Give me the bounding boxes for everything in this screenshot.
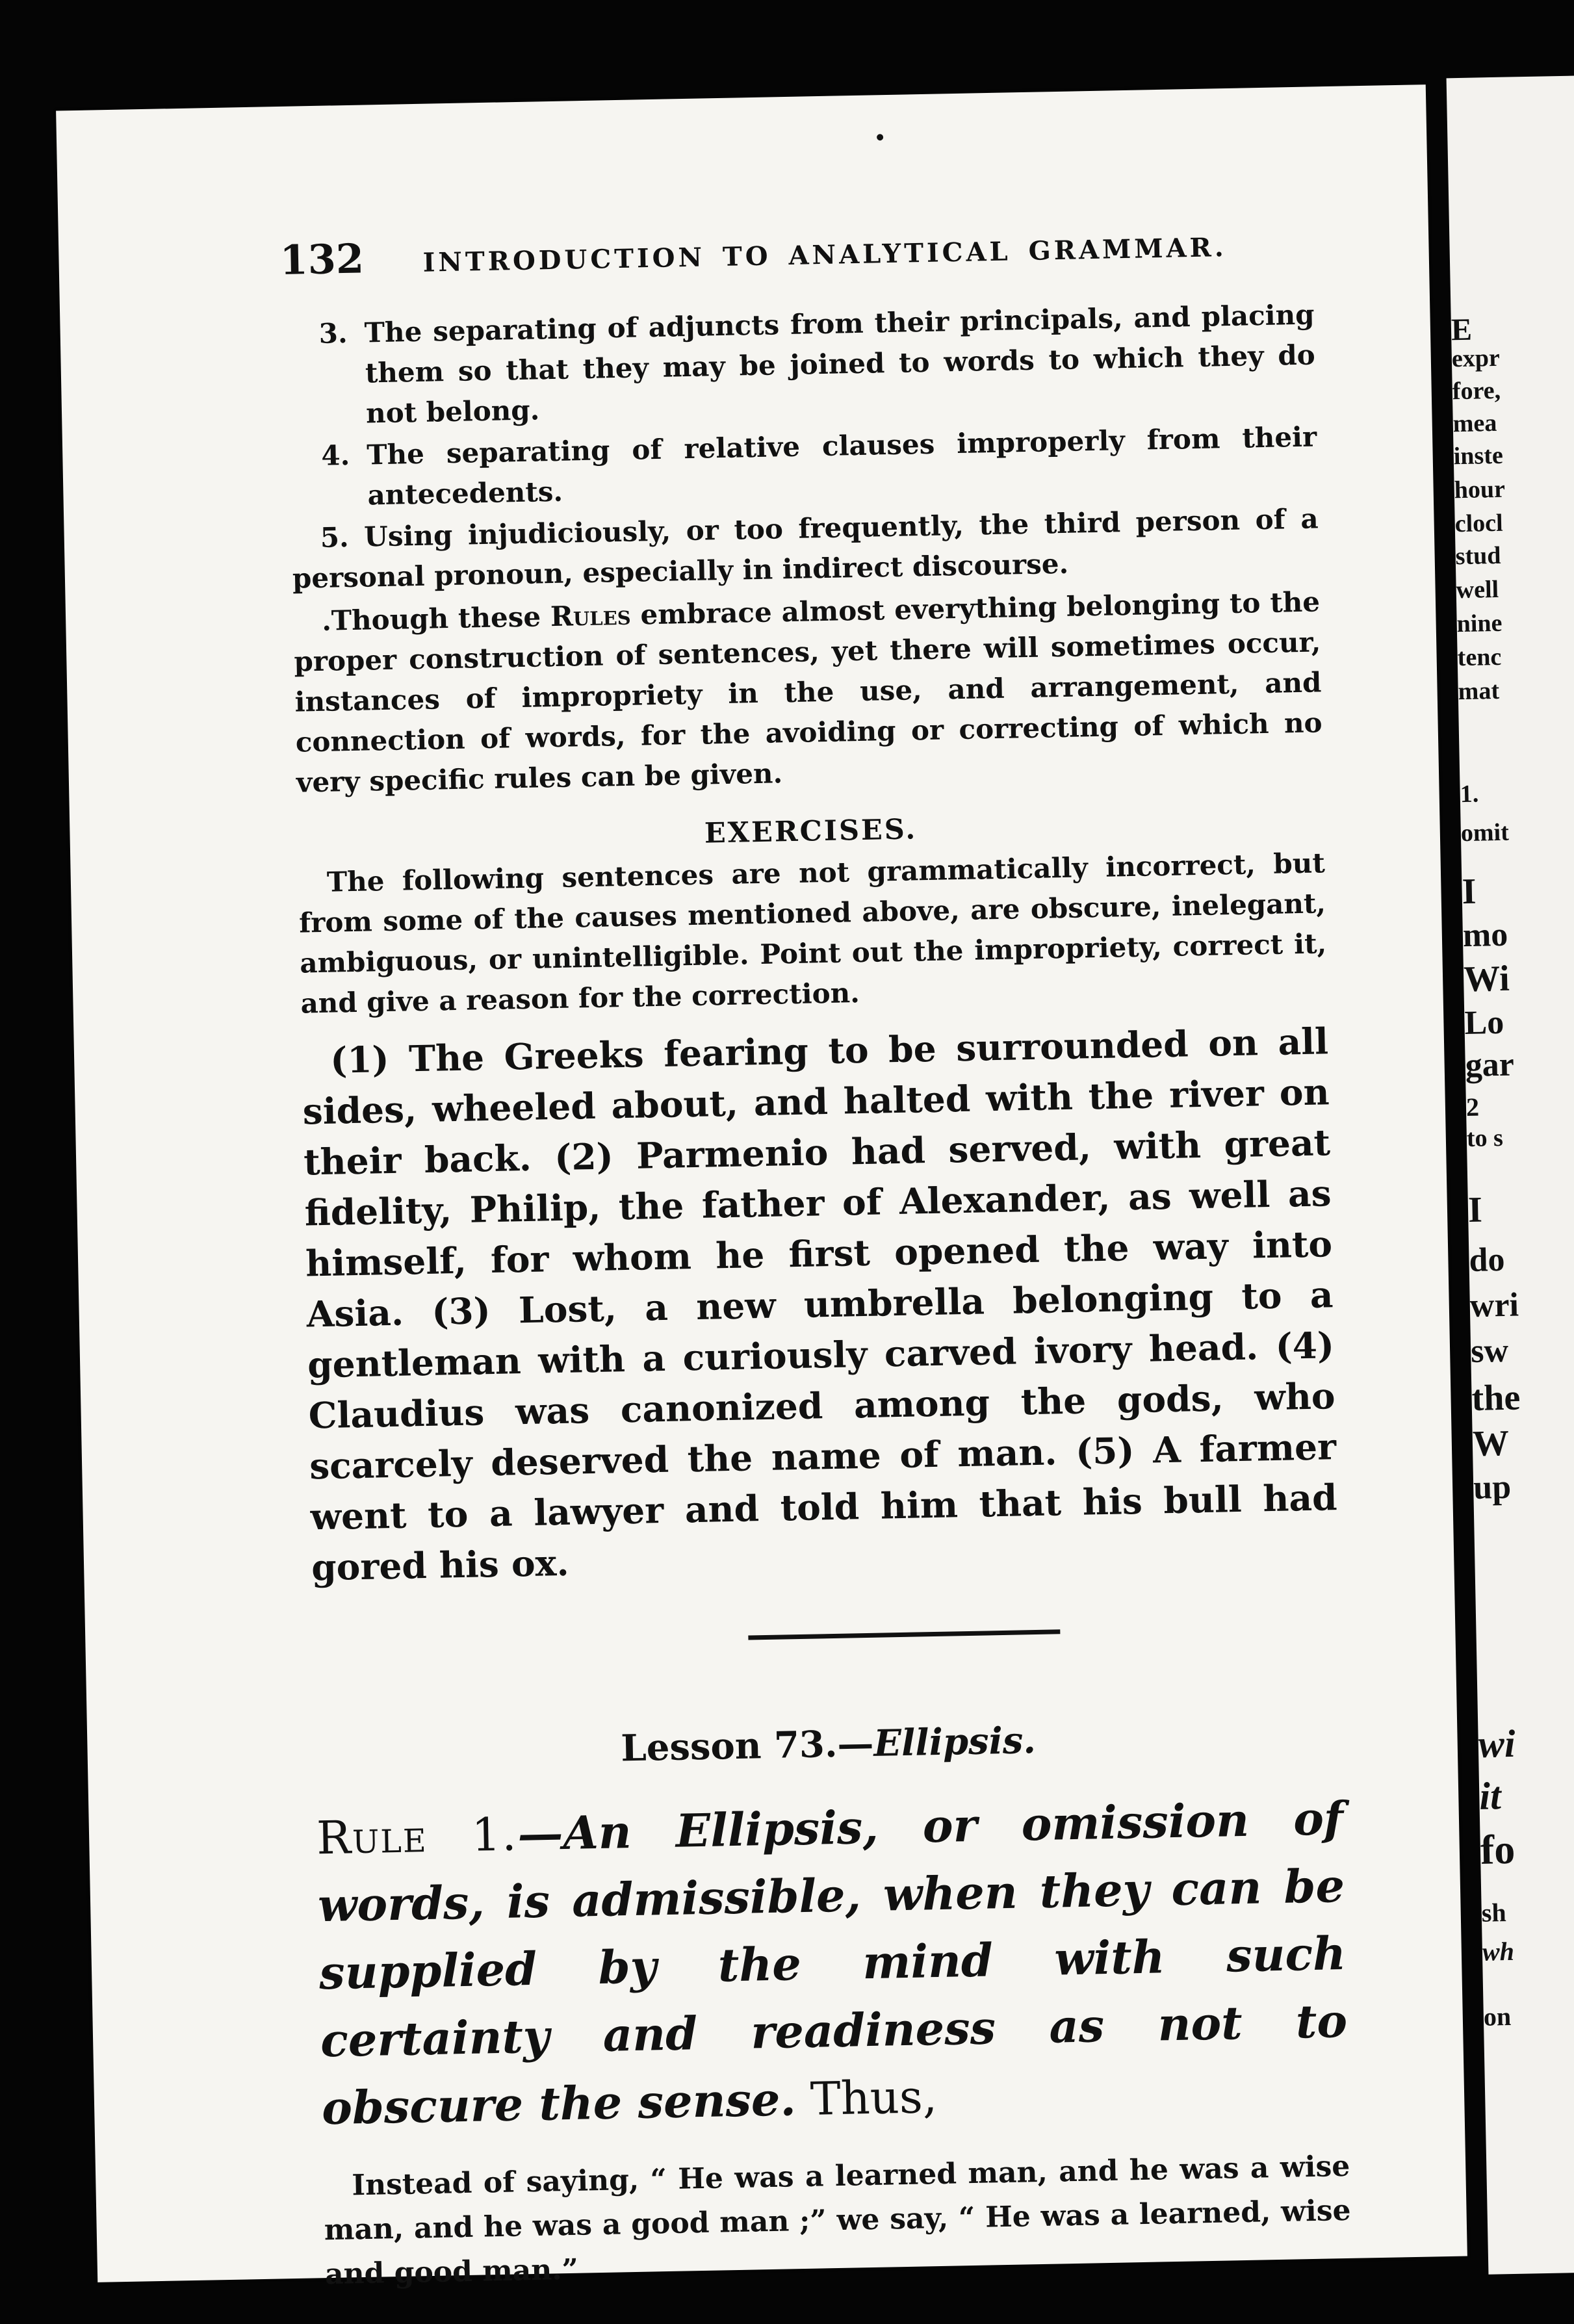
facing-page-fragment: stud — [1455, 541, 1501, 571]
facing-page-fragment: mo — [1462, 916, 1508, 955]
lesson-title: Lesson 73. — [620, 1722, 838, 1770]
running-head: INTRODUCTION TO ANALYTICAL GRAMMAR. — [422, 231, 1228, 278]
facing-page-fragment: mea — [1452, 409, 1497, 438]
facing-page-fragment: fore, — [1452, 376, 1501, 406]
facing-page-fragment: gar — [1465, 1046, 1515, 1085]
facing-page-fragment: E — [1451, 312, 1473, 348]
facing-page-fragment: wri — [1469, 1286, 1519, 1324]
facing-page-fragment: fo — [1480, 1826, 1516, 1873]
facing-page-fragment: do — [1468, 1241, 1505, 1279]
lesson-dash: — — [836, 1722, 874, 1766]
exercises-instructions: The following sentences are not grammatically incorrect, but from some of the causes mentioned above, are obscure, inelegant, ambiguous, or unintelligible. Point out the impropriety, correct it, and give a reason for the correction. — [298, 847, 1327, 1020]
rules-word: Rules — [550, 599, 632, 633]
page-number: 132 — [279, 235, 365, 284]
facing-page-fragment: 1. — [1460, 780, 1479, 808]
facing-page-fragment: nine — [1456, 609, 1503, 638]
exercise-sentences: (1) The Greeks fearing to be surrounded on all sides, wheeled about, and halted with the river on their back. (2) Parmenio had served, with great fidelity, Philip, the father of Alexander, as well as himself, for whom he first opened the way into Asia. (3) Lost, a new umbrella belonging to a gentleman with a curiously carved ivory head. (4) Claudius was canonized among the gods, who scarcely deserved the name of man. (5) A farmer went to a lawyer and told him that his bull had gored his ox. — [302, 1020, 1338, 1589]
book-page — [56, 84, 1467, 2292]
rule-statement — [316, 1785, 1349, 2142]
facing-page-fragment: I — [1462, 871, 1477, 912]
section-divider — [748, 1629, 1060, 1640]
rule-label: Rule 1. — [316, 1807, 519, 1865]
facing-page-fragment: inste — [1453, 441, 1504, 471]
facing-page — [1447, 75, 1574, 2274]
list-number: 3. — [318, 316, 348, 350]
list-item-3 — [287, 294, 1316, 435]
facing-page-fragment: clocl — [1454, 509, 1503, 538]
facing-page-fragment: 2 — [1465, 1092, 1480, 1122]
facing-page-fragment: wh — [1482, 1936, 1515, 1967]
facing-page-fragment: sh — [1481, 1898, 1507, 1928]
facing-page-fragment: expr — [1451, 344, 1501, 373]
ink-dot — [877, 134, 883, 140]
facing-page-fragment: hour — [1454, 475, 1506, 504]
list-number: 4. — [320, 439, 350, 472]
page-header — [279, 216, 1333, 284]
rule-trailing: Thus, — [795, 2070, 938, 2126]
page-content — [287, 294, 1352, 2297]
facing-page-fragment: on — [1483, 2001, 1512, 2032]
facing-page-fragment: sw — [1470, 1332, 1509, 1370]
facing-page-fragment: it — [1478, 1774, 1502, 1818]
facing-page-fragment: the — [1471, 1377, 1521, 1419]
list-text: Using injudiciously, or too frequently, the third person of a personal pronoun, especially in indirect discourse. — [292, 502, 1319, 595]
rules-paragraph-after: embrace almost everything belonging to the proper construction of sentences, yet there will sometimes occur, instances of impropriety in the use, and arrangement, and connection of words, for the avoiding or correcting of which no very specific rules can be given. — [293, 586, 1323, 799]
facing-page-fragment: wi — [1478, 1722, 1516, 1766]
facing-page-fragment: I — [1467, 1189, 1483, 1231]
facing-page-fragment: up — [1473, 1468, 1512, 1506]
facing-page-fragment: mat — [1458, 677, 1500, 706]
list-text: The separating of adjuncts from their principals, and placing them so that they may be joined to words to which they do not belong. — [364, 298, 1316, 430]
rules-paragraph-before: .Though these — [321, 600, 551, 637]
facing-page-fragment: Wi — [1463, 958, 1510, 1000]
exercises-heading: EXERCISES. — [704, 813, 918, 850]
lesson-subtitle: Ellipsis. — [873, 1719, 1037, 1765]
example-text: Instead of saying, “ He was a learned man, and he was a wise man, and he was a good man ;” we say, “ He was a learned, wise and good man.” — [324, 2149, 1351, 2292]
list-text: The separating of relative clauses improperly from their antecedents. — [366, 420, 1317, 511]
facing-page-fragment: well — [1456, 575, 1499, 604]
facing-page-fragment: tenc — [1457, 643, 1502, 672]
facing-page-fragment: Lo — [1464, 1003, 1504, 1042]
list-number: 5. — [320, 521, 350, 554]
lesson-heading — [315, 1713, 1342, 1775]
rule-text: —An Ellipsis, or omission of words, is admissible, when they can be supplied by the mind with such certainty and readiness as not to obscure the sense. — [317, 1791, 1348, 2136]
facing-page-fragment: W — [1472, 1423, 1510, 1464]
facing-page-fragments — [1447, 75, 1574, 2032]
facing-page-fragment: to s — [1466, 1124, 1504, 1153]
facing-page-fragment: omit — [1460, 818, 1510, 847]
rules-paragraph — [293, 582, 1324, 803]
